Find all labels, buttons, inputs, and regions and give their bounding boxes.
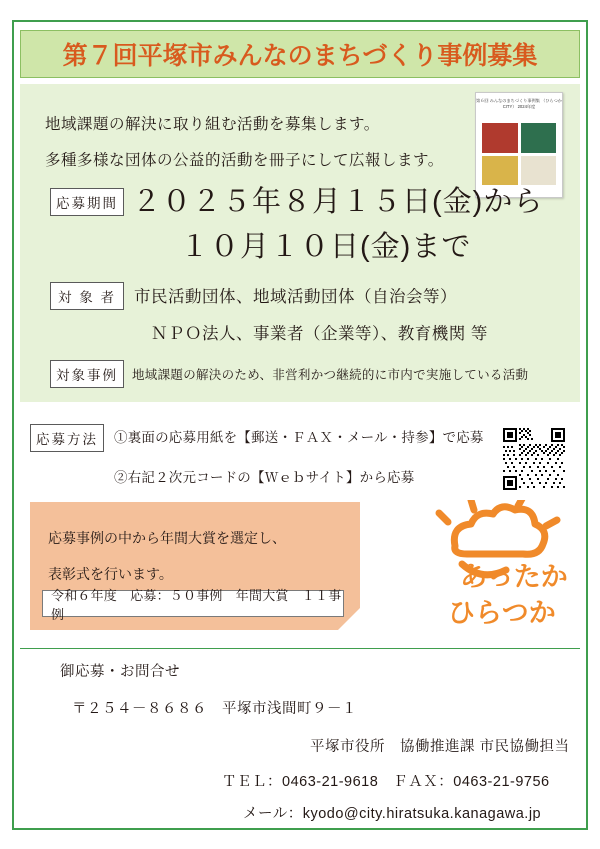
award-stats-note: 令和６年度 応募：５０事例 年間大賞 １１事例	[42, 590, 344, 617]
lead-line-2: 多種多様な団体の公益的活動を冊子にして広報します。	[45, 152, 444, 169]
page-fold-corner	[338, 608, 360, 630]
qr-code-icon[interactable]	[503, 428, 565, 490]
footer-mail[interactable]: メール：kyodo@city.hiratsuka.kanagawa.jp	[243, 806, 542, 822]
value-how-to-apply-line2: ②右記２次元コードの【Ｗｅｂサイト】から応募	[114, 470, 415, 485]
award-line-1: 応募事例の中から年間大賞を選定し、	[48, 530, 286, 546]
lead-line-1: 地域課題の解決に取り組む活動を募集します。	[45, 116, 380, 133]
footer-department: 平塚市役所 協働推進課 市民協働担当	[310, 739, 570, 755]
footer-heading: 御応募・お問合せ	[60, 664, 180, 680]
mascot-text-line1: あったか	[460, 562, 568, 592]
award-line-2: 表彰式を行います。	[48, 566, 173, 582]
booklet-cover-caption: 第６回 みんなのまちづくり事例集 （ひらつか CITY） 2024年度	[476, 98, 562, 109]
label-application-period: 応募期間	[50, 188, 124, 216]
page-title: 第７回平塚市みんなのまちづくり事例募集	[62, 42, 538, 70]
label-eligible-applicants: 対 象 者	[50, 282, 124, 310]
label-eligible-cases: 対象事例	[50, 360, 124, 388]
footer-divider	[20, 648, 580, 649]
value-eligible-cases: 地域課題の解決のため、非営利かつ継続的に市内で実施している活動	[132, 368, 529, 382]
mascot-text-line2: ひらつか	[448, 598, 556, 628]
footer-tel-fax: ＴＥＬ：0463-21-9618 ＦＡＸ：0463-21-9756	[222, 774, 550, 790]
title-banner	[20, 30, 580, 78]
value-application-period-line1: ２０２５年８月１５日(金)から	[132, 186, 544, 218]
mascot-logo	[400, 500, 570, 640]
award-panel	[30, 502, 360, 630]
value-how-to-apply-line1: ①裏面の応募用紙を【郵送・ＦＡＸ・メール・持参】で応募	[114, 430, 484, 445]
booklet-photo-1	[482, 123, 518, 153]
footer-address: 〒２５４－８６８６ 平塚市浅間町９－１	[72, 701, 357, 717]
main-green-panel	[20, 84, 580, 402]
label-how-to-apply: 応募方法	[30, 424, 104, 452]
value-eligible-applicants-line2: ＮＰＯ法人、事業者（企業等）、教育機関 等	[151, 325, 488, 343]
booklet-photo-grid	[482, 123, 556, 185]
value-eligible-applicants-line1: 市民活動団体、地域活動団体（自治会等）	[134, 288, 457, 306]
booklet-photo-2	[521, 123, 557, 153]
value-application-period-line2: １０月１０日(金)まで	[180, 231, 472, 263]
